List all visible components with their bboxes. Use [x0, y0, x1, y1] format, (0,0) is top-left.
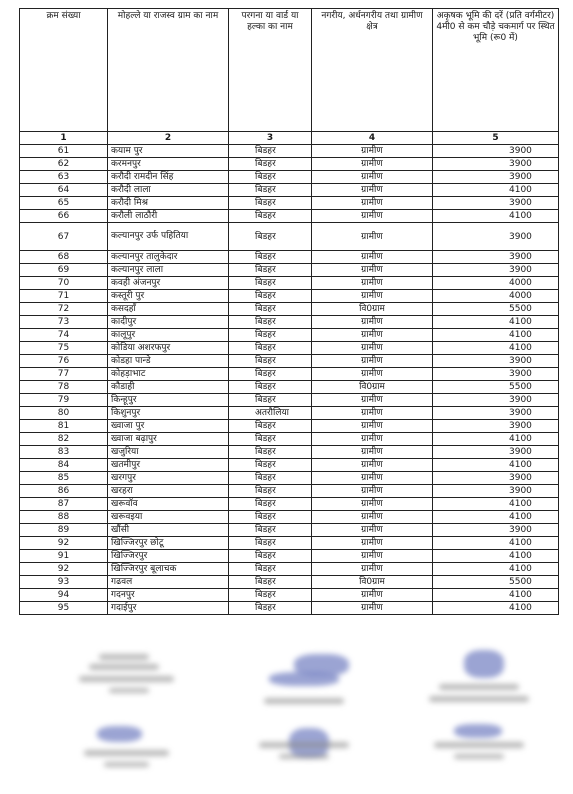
land-rate-cell: 3900 [433, 485, 559, 498]
table-row [20, 342, 559, 355]
serial-number-cell: 84 [20, 459, 108, 472]
table-row [20, 277, 559, 290]
area-type-cell: ग्रामीण [312, 602, 433, 615]
pargana-cell: बिडहर [229, 264, 312, 277]
pargana-cell: बिडहर [229, 171, 312, 184]
area-type-cell: ग्रामीण [312, 446, 433, 459]
table-row [20, 433, 559, 446]
pargana-cell: बिडहर [229, 576, 312, 589]
table-row [20, 589, 559, 602]
header-land-rate: अकृषक भूमि की दरें (प्रति वर्गमीटर) 4मी0 से कम चौड़े चकमार्ग पर स्थित भूमि (रू0 में) [433, 9, 559, 132]
area-type-cell: ग्रामीण [312, 277, 433, 290]
area-type-cell: ग्रामीण [312, 251, 433, 264]
area-type-cell: ग्रामीण [312, 171, 433, 184]
serial-number-cell: 66 [20, 210, 108, 223]
area-type-cell: ग्रामीण [312, 223, 433, 251]
serial-number-cell: 77 [20, 368, 108, 381]
village-name-cell: खौंसी [108, 524, 229, 537]
table-row [20, 303, 559, 316]
area-type-cell: वि0ग्राम [312, 576, 433, 589]
pargana-cell: बिडहर [229, 355, 312, 368]
land-rate-cell: 4100 [433, 537, 559, 550]
column-number: 3 [229, 132, 312, 145]
village-name-cell: करौदी लाला [108, 184, 229, 197]
serial-number-cell: 91 [20, 550, 108, 563]
table-row [20, 472, 559, 485]
pargana-cell: बिडहर [229, 524, 312, 537]
village-name-cell: कवही अंजनपुर [108, 277, 229, 290]
land-rate-cell: 3900 [433, 420, 559, 433]
village-name-cell: गदाईपुर [108, 602, 229, 615]
land-rate-cell: 4100 [433, 498, 559, 511]
pargana-cell: बिडहर [229, 277, 312, 290]
table-row [20, 290, 559, 303]
serial-number-cell: 85 [20, 472, 108, 485]
pargana-cell: बिडहर [229, 158, 312, 171]
area-type-cell: ग्रामीण [312, 264, 433, 277]
area-type-cell: ग्रामीण [312, 511, 433, 524]
village-name-cell: कयाम पुर [108, 145, 229, 158]
village-name-cell: कल्यानपुर तालुकेदार [108, 251, 229, 264]
land-rate-cell: 4100 [433, 329, 559, 342]
village-name-cell: खिज्जिरपुर बूलाचक [108, 563, 229, 576]
village-name-cell: कौडाही [108, 381, 229, 394]
area-type-cell: ग्रामीण [312, 355, 433, 368]
village-name-cell: किन्हूपुर [108, 394, 229, 407]
serial-number-cell: 87 [20, 498, 108, 511]
land-rate-cell: 4000 [433, 277, 559, 290]
land-rate-cell: 4100 [433, 316, 559, 329]
table-row [20, 459, 559, 472]
village-name-cell: खरूवॉव [108, 498, 229, 511]
signature-right [414, 650, 544, 780]
village-name-cell: करौदी मिश्र [108, 197, 229, 210]
area-type-cell: ग्रामीण [312, 563, 433, 576]
area-type-cell: ग्रामीण [312, 498, 433, 511]
header-serial-number: क्रम संख्या [20, 9, 108, 132]
land-rate-cell: 4000 [433, 290, 559, 303]
land-rate-cell: 3900 [433, 472, 559, 485]
land-rate-cell: 4100 [433, 459, 559, 472]
serial-number-cell: 68 [20, 251, 108, 264]
area-type-cell: ग्रामीण [312, 472, 433, 485]
land-rate-cell: 4100 [433, 602, 559, 615]
area-type-cell: ग्रामीण [312, 197, 433, 210]
pargana-cell: बिडहर [229, 589, 312, 602]
village-name-cell: गदनपुर [108, 589, 229, 602]
land-rate-cell: 4100 [433, 433, 559, 446]
village-name-cell: कालूपुर [108, 329, 229, 342]
serial-number-cell: 82 [20, 433, 108, 446]
area-type-cell: ग्रामीण [312, 550, 433, 563]
table-row [20, 264, 559, 277]
table-row [20, 368, 559, 381]
serial-number-cell: 80 [20, 407, 108, 420]
table-row [20, 197, 559, 210]
village-name-cell: कोडहा पान्डे [108, 355, 229, 368]
serial-number-cell: 78 [20, 381, 108, 394]
area-type-cell: ग्रामीण [312, 459, 433, 472]
land-rate-cell: 3900 [433, 171, 559, 184]
pargana-cell: बिडहर [229, 498, 312, 511]
land-rate-cell: 5500 [433, 303, 559, 316]
pargana-cell: बिडहर [229, 210, 312, 223]
column-number-row [20, 132, 559, 145]
land-rate-cell: 3900 [433, 524, 559, 537]
village-name-cell: करमनपुर [108, 158, 229, 171]
serial-number-cell: 79 [20, 394, 108, 407]
pargana-cell: बिडहर [229, 485, 312, 498]
area-type-cell: ग्रामीण [312, 485, 433, 498]
table-row [20, 420, 559, 433]
land-rate-cell: 4100 [433, 210, 559, 223]
serial-number-cell: 88 [20, 511, 108, 524]
pargana-cell: बिडहर [229, 251, 312, 264]
land-rate-cell: 4100 [433, 589, 559, 602]
area-type-cell: ग्रामीण [312, 407, 433, 420]
pargana-cell: बिडहर [229, 381, 312, 394]
table-row [20, 251, 559, 264]
village-name-cell: गढवल [108, 576, 229, 589]
serial-number-cell: 71 [20, 290, 108, 303]
area-type-cell: ग्रामीण [312, 316, 433, 329]
land-rate-cell: 4100 [433, 563, 559, 576]
land-rate-cell: 3900 [433, 355, 559, 368]
village-name-cell: खरहरा [108, 485, 229, 498]
land-rate-cell: 3900 [433, 223, 559, 251]
pargana-cell: बिडहर [229, 420, 312, 433]
village-name-cell: खिज्जिरपुर छोटू [108, 537, 229, 550]
table-row [20, 602, 559, 615]
pargana-cell: बिडहर [229, 511, 312, 524]
land-rate-cell: 3900 [433, 158, 559, 171]
table-row [20, 210, 559, 223]
area-type-cell: ग्रामीण [312, 433, 433, 446]
table-row [20, 446, 559, 459]
table-row [20, 184, 559, 197]
serial-number-cell: 81 [20, 420, 108, 433]
village-name-cell: खरगपुर [108, 472, 229, 485]
land-rate-cell: 4100 [433, 511, 559, 524]
pargana-cell: बिडहर [229, 602, 312, 615]
village-name-cell: खिज्जिरपुर [108, 550, 229, 563]
serial-number-cell: 70 [20, 277, 108, 290]
village-name-cell: कल्यानपुर लाला [108, 264, 229, 277]
header-area-type: नगरीय, अर्धनगरीय तथा ग्रामीण क्षेत्र [312, 9, 433, 132]
serial-number-cell: 69 [20, 264, 108, 277]
header-row [20, 9, 559, 132]
area-type-cell: ग्रामीण [312, 290, 433, 303]
village-name-cell: कोडिया अशरफपुर [108, 342, 229, 355]
table-row [20, 485, 559, 498]
area-type-cell: ग्रामीण [312, 184, 433, 197]
area-type-cell: ग्रामीण [312, 158, 433, 171]
pargana-cell: बिडहर [229, 550, 312, 563]
land-rate-cell: 3900 [433, 145, 559, 158]
table-row [20, 576, 559, 589]
pargana-cell: बिडहर [229, 184, 312, 197]
area-type-cell: ग्रामीण [312, 524, 433, 537]
header-pargana: परगना या वार्ड या हल्का का नाम [229, 9, 312, 132]
village-name-cell: करौली लाठौरी [108, 210, 229, 223]
table-row [20, 537, 559, 550]
serial-number-cell: 72 [20, 303, 108, 316]
area-type-cell: ग्रामीण [312, 145, 433, 158]
header-village-name: मोहल्ले या राजस्व ग्राम का नाम [108, 9, 229, 132]
table-row [20, 394, 559, 407]
area-type-cell: ग्रामीण [312, 342, 433, 355]
land-rate-table [19, 8, 559, 615]
land-rate-cell: 5500 [433, 576, 559, 589]
serial-number-cell: 63 [20, 171, 108, 184]
village-name-cell: कोहड़ाभाट [108, 368, 229, 381]
land-rate-cell: 3900 [433, 264, 559, 277]
pargana-cell: बिडहर [229, 459, 312, 472]
area-type-cell: ग्रामीण [312, 210, 433, 223]
village-name-cell: किशुनपुर [108, 407, 229, 420]
column-number: 1 [20, 132, 108, 145]
land-rate-cell: 3900 [433, 407, 559, 420]
serial-number-cell: 62 [20, 158, 108, 171]
pargana-cell: बिडहर [229, 446, 312, 459]
area-type-cell: ग्रामीण [312, 589, 433, 602]
table-row [20, 316, 559, 329]
area-type-cell: ग्रामीण [312, 329, 433, 342]
village-name-cell: ख्वाजा बढ़ापुर [108, 433, 229, 446]
pargana-cell: बिडहर [229, 433, 312, 446]
pargana-cell: बिडहर [229, 290, 312, 303]
area-type-cell: ग्रामीण [312, 368, 433, 381]
village-name-cell: करौदी रामदीन सिंह [108, 171, 229, 184]
pargana-cell: बिडहर [229, 368, 312, 381]
village-name-cell: कादीपुर [108, 316, 229, 329]
village-name-cell: कस्तूरी पुर [108, 290, 229, 303]
serial-number-cell: 94 [20, 589, 108, 602]
column-number: 5 [433, 132, 559, 145]
serial-number-cell: 74 [20, 329, 108, 342]
area-type-cell: वि0ग्राम [312, 381, 433, 394]
area-type-cell: ग्रामीण [312, 394, 433, 407]
table-body [20, 145, 559, 615]
table-row [20, 329, 559, 342]
area-type-cell: ग्रामीण [312, 420, 433, 433]
serial-number-cell: 73 [20, 316, 108, 329]
area-type-cell: वि0ग्राम [312, 303, 433, 316]
table-row [20, 223, 559, 251]
village-name-cell: खरूवइया [108, 511, 229, 524]
serial-number-cell: 93 [20, 576, 108, 589]
village-name-cell: कल्यानपुर उर्फ पहितिया [108, 223, 229, 251]
serial-number-cell: 65 [20, 197, 108, 210]
pargana-cell: बिडहर [229, 394, 312, 407]
table-row [20, 381, 559, 394]
table-row [20, 511, 559, 524]
land-rate-cell: 3900 [433, 368, 559, 381]
land-rate-cell: 3900 [433, 394, 559, 407]
pargana-cell: बिडहर [229, 303, 312, 316]
serial-number-cell: 83 [20, 446, 108, 459]
village-name-cell: खजुरिया [108, 446, 229, 459]
land-rate-cell: 4100 [433, 550, 559, 563]
rate-table-sheet [19, 8, 558, 615]
signature-center [234, 650, 374, 780]
land-rate-cell: 4100 [433, 342, 559, 355]
village-name-cell: ख्वाजा पुर [108, 420, 229, 433]
signature-area [19, 650, 558, 794]
table-row [20, 171, 559, 184]
table-row [20, 524, 559, 537]
pargana-cell: अतरौलिया [229, 407, 312, 420]
serial-number-cell: 75 [20, 342, 108, 355]
serial-number-cell: 92 [20, 563, 108, 576]
column-number: 2 [108, 132, 229, 145]
serial-number-cell: 95 [20, 602, 108, 615]
land-rate-cell: 3900 [433, 251, 559, 264]
land-rate-cell: 4100 [433, 184, 559, 197]
serial-number-cell: 67 [20, 223, 108, 251]
pargana-cell: बिडहर [229, 563, 312, 576]
serial-number-cell: 86 [20, 485, 108, 498]
signature-left [69, 654, 189, 784]
pargana-cell: बिडहर [229, 316, 312, 329]
pargana-cell: बिडहर [229, 329, 312, 342]
serial-number-cell: 89 [20, 524, 108, 537]
serial-number-cell: 76 [20, 355, 108, 368]
serial-number-cell: 61 [20, 145, 108, 158]
table-row [20, 145, 559, 158]
table-row [20, 498, 559, 511]
land-rate-cell: 3900 [433, 197, 559, 210]
serial-number-cell: 64 [20, 184, 108, 197]
table-row [20, 550, 559, 563]
land-rate-cell: 5500 [433, 381, 559, 394]
column-number: 4 [312, 132, 433, 145]
area-type-cell: ग्रामीण [312, 537, 433, 550]
pargana-cell: बिडहर [229, 342, 312, 355]
pargana-cell: बिडहर [229, 145, 312, 158]
pargana-cell: बिडहर [229, 223, 312, 251]
table-row [20, 563, 559, 576]
pargana-cell: बिडहर [229, 472, 312, 485]
land-rate-cell: 3900 [433, 446, 559, 459]
table-row [20, 407, 559, 420]
pargana-cell: बिडहर [229, 197, 312, 210]
pargana-cell: बिडहर [229, 537, 312, 550]
serial-number-cell: 92 [20, 537, 108, 550]
table-row [20, 355, 559, 368]
village-name-cell: खतमीपुर [108, 459, 229, 472]
table-row [20, 158, 559, 171]
village-name-cell: कसदहाँ [108, 303, 229, 316]
